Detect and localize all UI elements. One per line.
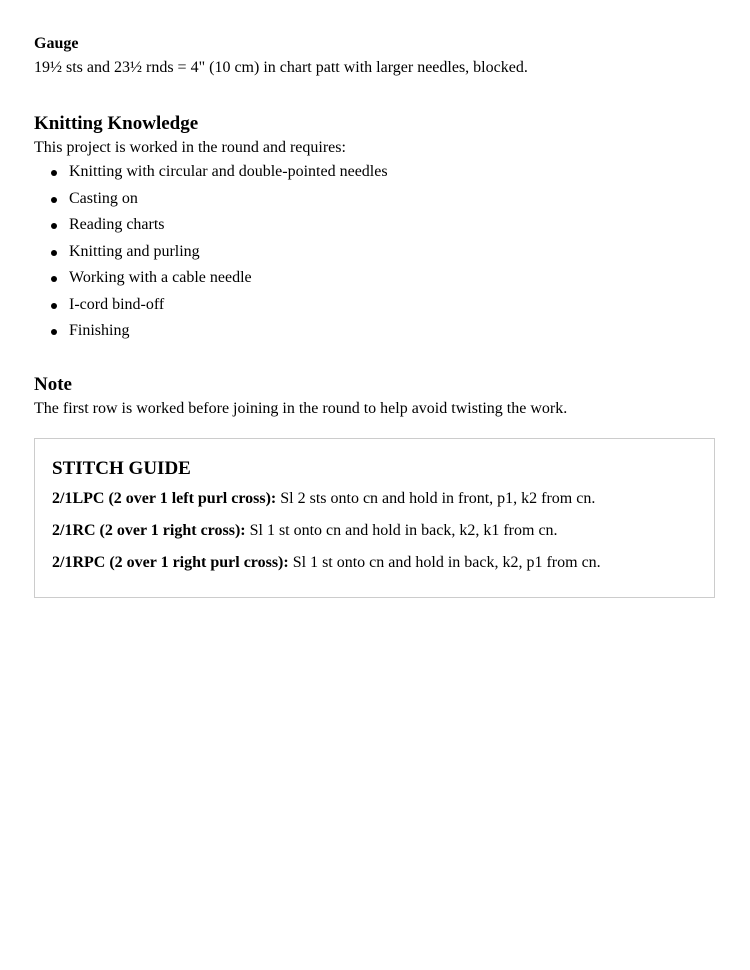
bullet-icon xyxy=(51,303,57,309)
stitch-description: Sl 1 st onto cn and hold in back, k2, p1 from cn. xyxy=(288,554,601,571)
list-item xyxy=(51,189,716,209)
list-item xyxy=(51,162,716,182)
note-text: The first row is worked before joining in the round to help avoid twisting the work. xyxy=(34,400,568,417)
bullet-icon xyxy=(51,170,57,176)
stitch-guide-entry xyxy=(52,489,697,509)
stitch-guide-entry xyxy=(52,553,697,573)
stitch-description: Sl 1 st onto cn and hold in back, k2, k1 from cn. xyxy=(245,522,558,539)
stitch-guide-entry xyxy=(52,521,697,541)
note-section xyxy=(34,373,716,419)
list-item-text: Finishing xyxy=(69,322,130,339)
list-item-text: Casting on xyxy=(69,189,138,207)
stitch-guide-title: STITCH GUIDE xyxy=(52,458,191,479)
bullet-icon xyxy=(51,276,57,282)
gauge-heading: Gauge xyxy=(34,35,79,52)
knitting-knowledge-heading: Knitting Knowledge xyxy=(34,113,199,134)
list-item-text: Reading charts xyxy=(69,216,165,233)
stitch-description: Sl 2 sts onto cn and hold in front, p1, k2 from cn. xyxy=(276,490,596,507)
bullet-icon xyxy=(51,197,57,203)
note-heading: Note xyxy=(34,374,72,395)
list-item xyxy=(51,295,716,315)
stitch-term: 2/1RC (2 over 1 right cross): xyxy=(52,522,246,539)
knitting-knowledge-section xyxy=(34,112,716,341)
bullet-icon xyxy=(51,250,57,256)
skills-list xyxy=(34,162,716,341)
list-item-text: Knitting and purling xyxy=(69,242,200,260)
list-item xyxy=(51,268,716,288)
bullet-icon xyxy=(51,329,57,335)
knitting-knowledge-intro: This project is worked in the round and requires: xyxy=(34,139,346,156)
stitch-guide-box xyxy=(34,438,715,598)
list-item-text: Knitting with circular and double-pointed needles xyxy=(69,163,388,180)
bullet-icon xyxy=(51,223,57,229)
stitch-term: 2/1LPC (2 over 1 left purl cross): xyxy=(52,490,277,507)
list-item xyxy=(51,242,716,262)
list-item xyxy=(51,321,716,341)
gauge-text: 19½ sts and 23½ rnds = 4" (10 cm) in chart patt with larger needles, blocked. xyxy=(34,59,528,76)
list-item xyxy=(51,215,716,235)
stitch-term: 2/1RPC (2 over 1 right purl cross): xyxy=(52,554,289,571)
list-item-text: Working with a cable needle xyxy=(69,269,252,286)
list-item-text: I-cord bind-off xyxy=(69,295,165,313)
